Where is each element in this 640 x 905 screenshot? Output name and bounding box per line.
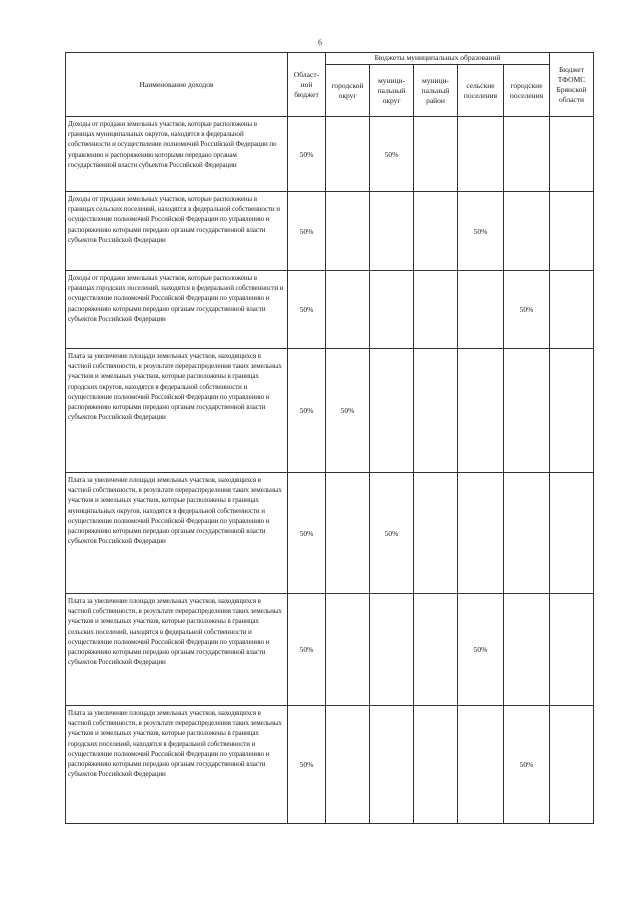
regional-value-cell: 50% (288, 117, 326, 192)
header-city-district: городской округ (326, 65, 370, 117)
tfoms-value-cell (550, 117, 594, 192)
regional-value-cell: 50% (288, 706, 326, 824)
header-rural-settlements: сельские поселения (458, 65, 504, 117)
table-row (66, 271, 594, 349)
urban-value-cell (504, 117, 550, 192)
header-income-name: Наименование доходов (66, 53, 288, 117)
table-row (66, 706, 594, 824)
city-district-value-cell (326, 192, 370, 271)
income-name-cell: Доходы от продажи земельных участков, которые расположены в границах муниципальных округов, находятся в федеральной собственности и осуществление полномочий Российской Федерации по управлению и распоряжению которыми передано органам государственной власти субъектов Российской Федерации (66, 117, 288, 192)
tfoms-value-cell (550, 349, 594, 473)
tfoms-value-cell (550, 706, 594, 824)
urban-value-cell (504, 473, 550, 594)
table-row (66, 473, 594, 594)
header-urban-settlements: городские поселения (504, 65, 550, 117)
rural-value-cell (458, 473, 504, 594)
header-municipal-budgets: Бюджеты муниципальных образований (326, 53, 550, 65)
income-name-cell: Плата за увеличение площади земельных участков, находящихся в частной собственности, в результате перераспределения таких земельных участков и земельных участков, которые расположены в границах сельских поселений, находятся в федеральной собственности и осуществление полномочий Российской Федерации по управлению и распоряжению которыми передано органам государственной власти субъектов Российской Федерации (66, 594, 288, 706)
header-tfoms-budget: Бюджет ТФОМС Брянской области (550, 53, 594, 117)
header-regional-budget: Област- ной бюджет (288, 53, 326, 117)
tfoms-value-cell (550, 473, 594, 594)
municipal-okrug-value-cell (370, 349, 414, 473)
rural-value-cell (458, 349, 504, 473)
municipal-raion-value-cell (414, 706, 458, 824)
table-row (66, 594, 594, 706)
tfoms-value-cell (550, 594, 594, 706)
table-row (66, 349, 594, 473)
municipal-raion-value-cell (414, 271, 458, 349)
rural-value-cell (458, 706, 504, 824)
table-row (66, 117, 594, 192)
city-district-value-cell (326, 706, 370, 824)
city-district-value-cell (326, 594, 370, 706)
municipal-raion-value-cell (414, 349, 458, 473)
income-name-cell: Доходы от продажи земельных участков, которые расположены в границах городских поселений, находятся в федеральной собственности и осуществление полномочий Российской Федерации по управлению и распоряжению которыми передано органам государственной власти субъектов Российской Федерации (66, 271, 288, 349)
municipal-raion-value-cell (414, 192, 458, 271)
regional-value-cell: 50% (288, 271, 326, 349)
header-municipal-okrug: муници- пальный округ (370, 65, 414, 117)
rural-value-cell: 50% (458, 192, 504, 271)
income-name-cell: Плата за увеличение площади земельных участков, находящихся в частной собственности, в результате перераспределения таких земельных участков и земельных участков, которые расположены в границах муниципальных округов, находятся в федеральной собственности и осуществление полномочий Российской Федерации по управлению и распоряжению которыми передано органам государственной власти субъектов Российской Федерации (66, 473, 288, 594)
tfoms-value-cell (550, 271, 594, 349)
municipal-raion-value-cell (414, 117, 458, 192)
municipal-raion-value-cell (414, 473, 458, 594)
income-name-cell: Плата за увеличение площади земельных участков, находящихся в частной собственности, в результате перераспределения таких земельных участков и земельных участков, которые расположены в границах городских округов, находятся в федеральной собственности и осуществление полномочий Российской Федерации по управлению и распоряжению которыми передано органам государственной власти субъектов Российской Федерации (66, 349, 288, 473)
rural-value-cell (458, 271, 504, 349)
rural-value-cell: 50% (458, 594, 504, 706)
urban-value-cell (504, 349, 550, 473)
city-district-value-cell (326, 117, 370, 192)
tfoms-value-cell (550, 192, 594, 271)
urban-value-cell: 50% (504, 271, 550, 349)
municipal-okrug-value-cell: 50% (370, 473, 414, 594)
municipal-okrug-value-cell (370, 706, 414, 824)
municipal-okrug-value-cell (370, 594, 414, 706)
city-district-value-cell (326, 473, 370, 594)
regional-value-cell: 50% (288, 594, 326, 706)
urban-value-cell: 50% (504, 706, 550, 824)
income-name-cell: Плата за увеличение площади земельных участков, находящихся в частной собственности, в результате перераспределения таких земельных участков и земельных участков, которые расположены в границах городских поселений, находятся в федеральной собственности и осуществление полномочий Российской Федерации по управлению и распоряжению которыми передано органам государственной власти субъектов Российской Федерации (66, 706, 288, 824)
header-row-top (66, 53, 594, 65)
regional-value-cell: 50% (288, 192, 326, 271)
urban-value-cell (504, 192, 550, 271)
city-district-value-cell (326, 271, 370, 349)
municipal-okrug-value-cell: 50% (370, 117, 414, 192)
page-number: 6 (318, 38, 322, 47)
city-district-value-cell: 50% (326, 349, 370, 473)
rural-value-cell (458, 117, 504, 192)
income-name-cell: Доходы от продажи земельных участков, которые расположены в границах сельских поселений, находятся в федеральной собственности и осуществление полномочий Российской Федерации по управлению и распоряжению которыми передано органам государственной власти субъектов Российской Федерации (66, 192, 288, 271)
municipal-okrug-value-cell (370, 271, 414, 349)
regional-value-cell: 50% (288, 473, 326, 594)
table-row (66, 192, 594, 271)
urban-value-cell (504, 594, 550, 706)
header-municipal-raion: муници- пальный район (414, 65, 458, 117)
revenue-distribution-table (65, 52, 594, 824)
municipal-raion-value-cell (414, 594, 458, 706)
municipal-okrug-value-cell (370, 192, 414, 271)
regional-value-cell: 50% (288, 349, 326, 473)
